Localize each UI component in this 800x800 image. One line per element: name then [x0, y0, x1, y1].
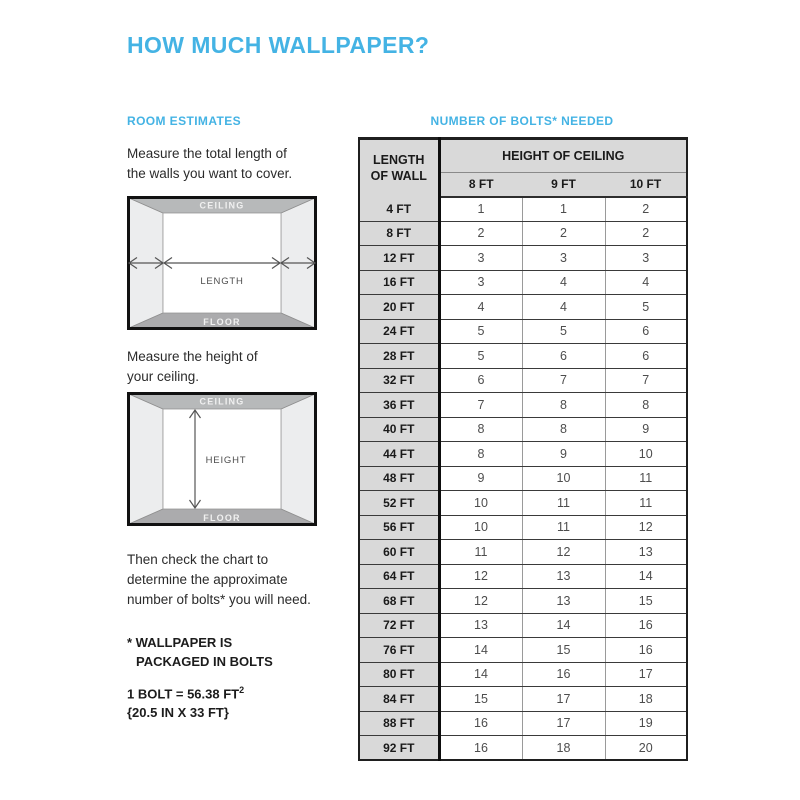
table-row: [359, 270, 687, 295]
bolt-count-cell: 9: [439, 466, 522, 491]
length-of-wall-header-line1: LENGTH: [373, 153, 425, 168]
table-row: [359, 564, 687, 589]
bolt-count-cell: 17: [522, 687, 605, 712]
bolt-count-cell: 3: [522, 246, 605, 271]
bolt-count-cell: 2: [522, 221, 605, 246]
table-row: [359, 393, 687, 418]
length-of-wall-header-line2: OF WALL: [370, 169, 427, 184]
wall-length-cell: 84 FT: [359, 687, 439, 712]
step3-line1: Then check the chart to: [127, 552, 269, 567]
step3-text: [127, 550, 311, 610]
room-height-diagram-svg: [127, 392, 317, 526]
bolt-count-cell: 3: [439, 270, 522, 295]
bolt-count-cell: 6: [522, 344, 605, 369]
wall-length-cell: 4 FT: [359, 197, 439, 222]
wall-length-cell: 44 FT: [359, 442, 439, 467]
table-row: [359, 589, 687, 614]
bolt-table-body: [359, 197, 687, 761]
wall-length-cell: 76 FT: [359, 638, 439, 663]
step2-text: [127, 347, 258, 387]
bolt-count-cell: 14: [522, 613, 605, 638]
bolt-count-cell: 11: [522, 491, 605, 516]
wall-length-cell: 92 FT: [359, 736, 439, 761]
bolt-count-cell: 2: [439, 221, 522, 246]
table-row: [359, 246, 687, 271]
bolt-count-cell: 16: [439, 736, 522, 761]
bolt-count-cell: 10: [439, 515, 522, 540]
table-row: [359, 736, 687, 761]
bolt-count-cell: 12: [605, 515, 687, 540]
bolt-count-cell: 4: [439, 295, 522, 320]
bolt-count-cell: 13: [522, 589, 605, 614]
bolt-count-cell: 8: [439, 442, 522, 467]
bolt-count-cell: 9: [522, 442, 605, 467]
bolt-count-cell: 5: [605, 295, 687, 320]
wall-length-cell: 20 FT: [359, 295, 439, 320]
bolt-count-cell: 7: [439, 393, 522, 418]
step1-line2: the walls you want to cover.: [127, 166, 293, 181]
bolt-count-cell: 11: [605, 466, 687, 491]
step1-line1: Measure the total length of: [127, 146, 287, 161]
wall-length-cell: 88 FT: [359, 711, 439, 736]
wall-length-cell: 48 FT: [359, 466, 439, 491]
bolt-count-cell: 15: [605, 589, 687, 614]
bolt-count-cell: 4: [605, 270, 687, 295]
bolt-count-cell: 19: [605, 711, 687, 736]
bolt-count-cell: 3: [605, 246, 687, 271]
left-wall-shape: [129, 394, 163, 524]
floor-label: FLOOR: [203, 317, 241, 327]
bolt-spec-line1-text: 1 BOLT = 56.38 FT: [127, 686, 240, 702]
wall-length-cell: 36 FT: [359, 393, 439, 418]
ceiling-label: CEILING: [199, 396, 245, 407]
bolt-count-cell: 8: [522, 417, 605, 442]
step2-line2: your ceiling.: [127, 369, 200, 384]
wall-length-cell: 40 FT: [359, 417, 439, 442]
room-length-diagram-svg: [127, 196, 317, 330]
bolt-count-cell: 9: [605, 417, 687, 442]
wall-length-cell: 80 FT: [359, 662, 439, 687]
table-row: [359, 540, 687, 565]
bolts-needed-heading: NUMBER OF BOLTS* NEEDED: [430, 114, 614, 128]
bolt-spec: [127, 681, 244, 722]
bolt-count-cell: 20: [605, 736, 687, 761]
bolt-count-cell: 7: [522, 368, 605, 393]
bolt-count-cell: 16: [605, 638, 687, 663]
table-row: [359, 491, 687, 516]
table-row: [359, 442, 687, 467]
column-header-9ft: 9 FT: [522, 173, 605, 197]
table-row: [359, 687, 687, 712]
bolt-count-cell: 6: [439, 368, 522, 393]
room-estimates-heading: ROOM ESTIMATES: [127, 114, 242, 128]
table-row: [359, 295, 687, 320]
bolt-count-cell: 14: [605, 564, 687, 589]
bolt-count-cell: 11: [439, 540, 522, 565]
bolt-spec-line1: [127, 681, 244, 703]
bolt-spec-superscript: 2: [239, 685, 245, 695]
height-label: HEIGHT: [205, 455, 247, 466]
wall-length-cell: 56 FT: [359, 515, 439, 540]
wall-length-cell: 24 FT: [359, 319, 439, 344]
length-of-wall-header: [359, 139, 439, 197]
table-row: [359, 368, 687, 393]
page-title: HOW MUCH WALLPAPER?: [127, 32, 430, 58]
bolt-count-cell: 13: [605, 540, 687, 565]
wall-length-cell: 52 FT: [359, 491, 439, 516]
right-wall-shape: [281, 394, 315, 524]
bolt-count-cell: 15: [522, 638, 605, 663]
wall-length-cell: 16 FT: [359, 270, 439, 295]
bolt-count-cell: 6: [605, 344, 687, 369]
bolt-count-cell: 17: [522, 711, 605, 736]
bolt-count-cell: 15: [439, 687, 522, 712]
bolt-count-cell: 5: [522, 319, 605, 344]
bolts-needed-table: [358, 137, 688, 761]
footnote-line2: PACKAGED IN BOLTS: [136, 654, 273, 669]
footnote-line1: * WALLPAPER IS: [127, 635, 233, 650]
bolt-count-cell: 4: [522, 270, 605, 295]
bolt-count-cell: 12: [439, 564, 522, 589]
bolt-count-cell: 17: [605, 662, 687, 687]
bolts-footnote: [127, 633, 273, 671]
step1-text: [127, 144, 292, 184]
bolt-count-cell: 2: [605, 221, 687, 246]
bolt-count-cell: 7: [605, 368, 687, 393]
wall-length-cell: 60 FT: [359, 540, 439, 565]
table-row: [359, 221, 687, 246]
table-row: [359, 344, 687, 369]
bolt-count-cell: 16: [439, 711, 522, 736]
height-of-ceiling-header: HEIGHT OF CEILING: [439, 139, 687, 173]
table-row: [359, 613, 687, 638]
wall-length-cell: 32 FT: [359, 368, 439, 393]
step3-line3: number of bolts* you will need.: [127, 592, 311, 607]
bolt-count-cell: 1: [522, 197, 605, 222]
column-header-10ft: 10 FT: [605, 173, 687, 197]
wall-length-cell: 64 FT: [359, 564, 439, 589]
bolt-count-cell: 6: [605, 319, 687, 344]
column-header-8ft: 8 FT: [439, 173, 522, 197]
bolt-count-cell: 8: [522, 393, 605, 418]
bolt-count-cell: 3: [439, 246, 522, 271]
table-row: [359, 515, 687, 540]
bolt-count-cell: 13: [522, 564, 605, 589]
bolt-count-cell: 18: [522, 736, 605, 761]
length-label: LENGTH: [200, 276, 244, 287]
bolt-count-cell: 12: [439, 589, 522, 614]
bolt-spec-line2: {20.5 IN X 33 FT}: [127, 705, 229, 721]
bolt-count-cell: 8: [439, 417, 522, 442]
wall-length-cell: 8 FT: [359, 221, 439, 246]
wall-length-cell: 72 FT: [359, 613, 439, 638]
bolt-count-cell: 14: [439, 662, 522, 687]
wall-length-cell: 12 FT: [359, 246, 439, 271]
bolt-count-cell: 13: [439, 613, 522, 638]
bolt-count-cell: 11: [522, 515, 605, 540]
bolt-count-cell: 5: [439, 319, 522, 344]
room-height-diagram: [127, 392, 317, 526]
bolt-count-cell: 1: [439, 197, 522, 222]
bolt-count-cell: 4: [522, 295, 605, 320]
bolt-count-cell: 14: [439, 638, 522, 663]
bolt-count-cell: 10: [439, 491, 522, 516]
bolt-count-cell: 16: [605, 613, 687, 638]
step2-line1: Measure the height of: [127, 349, 258, 364]
table-row: [359, 662, 687, 687]
room-length-diagram: [127, 196, 317, 330]
table-row: [359, 711, 687, 736]
bolt-count-cell: 10: [522, 466, 605, 491]
table-row: [359, 466, 687, 491]
bolt-count-cell: 5: [439, 344, 522, 369]
table-row: [359, 417, 687, 442]
table-row: [359, 638, 687, 663]
wall-length-cell: 28 FT: [359, 344, 439, 369]
bolt-count-cell: 10: [605, 442, 687, 467]
table-row: [359, 319, 687, 344]
table-row: [359, 197, 687, 222]
bolt-count-cell: 2: [605, 197, 687, 222]
floor-label: FLOOR: [203, 513, 241, 523]
ceiling-label: CEILING: [199, 200, 245, 211]
bolt-count-cell: 12: [522, 540, 605, 565]
wall-length-cell: 68 FT: [359, 589, 439, 614]
bolt-count-cell: 8: [605, 393, 687, 418]
bolt-count-cell: 11: [605, 491, 687, 516]
step3-line2: determine the approximate: [127, 572, 288, 587]
bolt-count-cell: 16: [522, 662, 605, 687]
table-group-header-row: [359, 139, 687, 173]
bolt-count-cell: 18: [605, 687, 687, 712]
